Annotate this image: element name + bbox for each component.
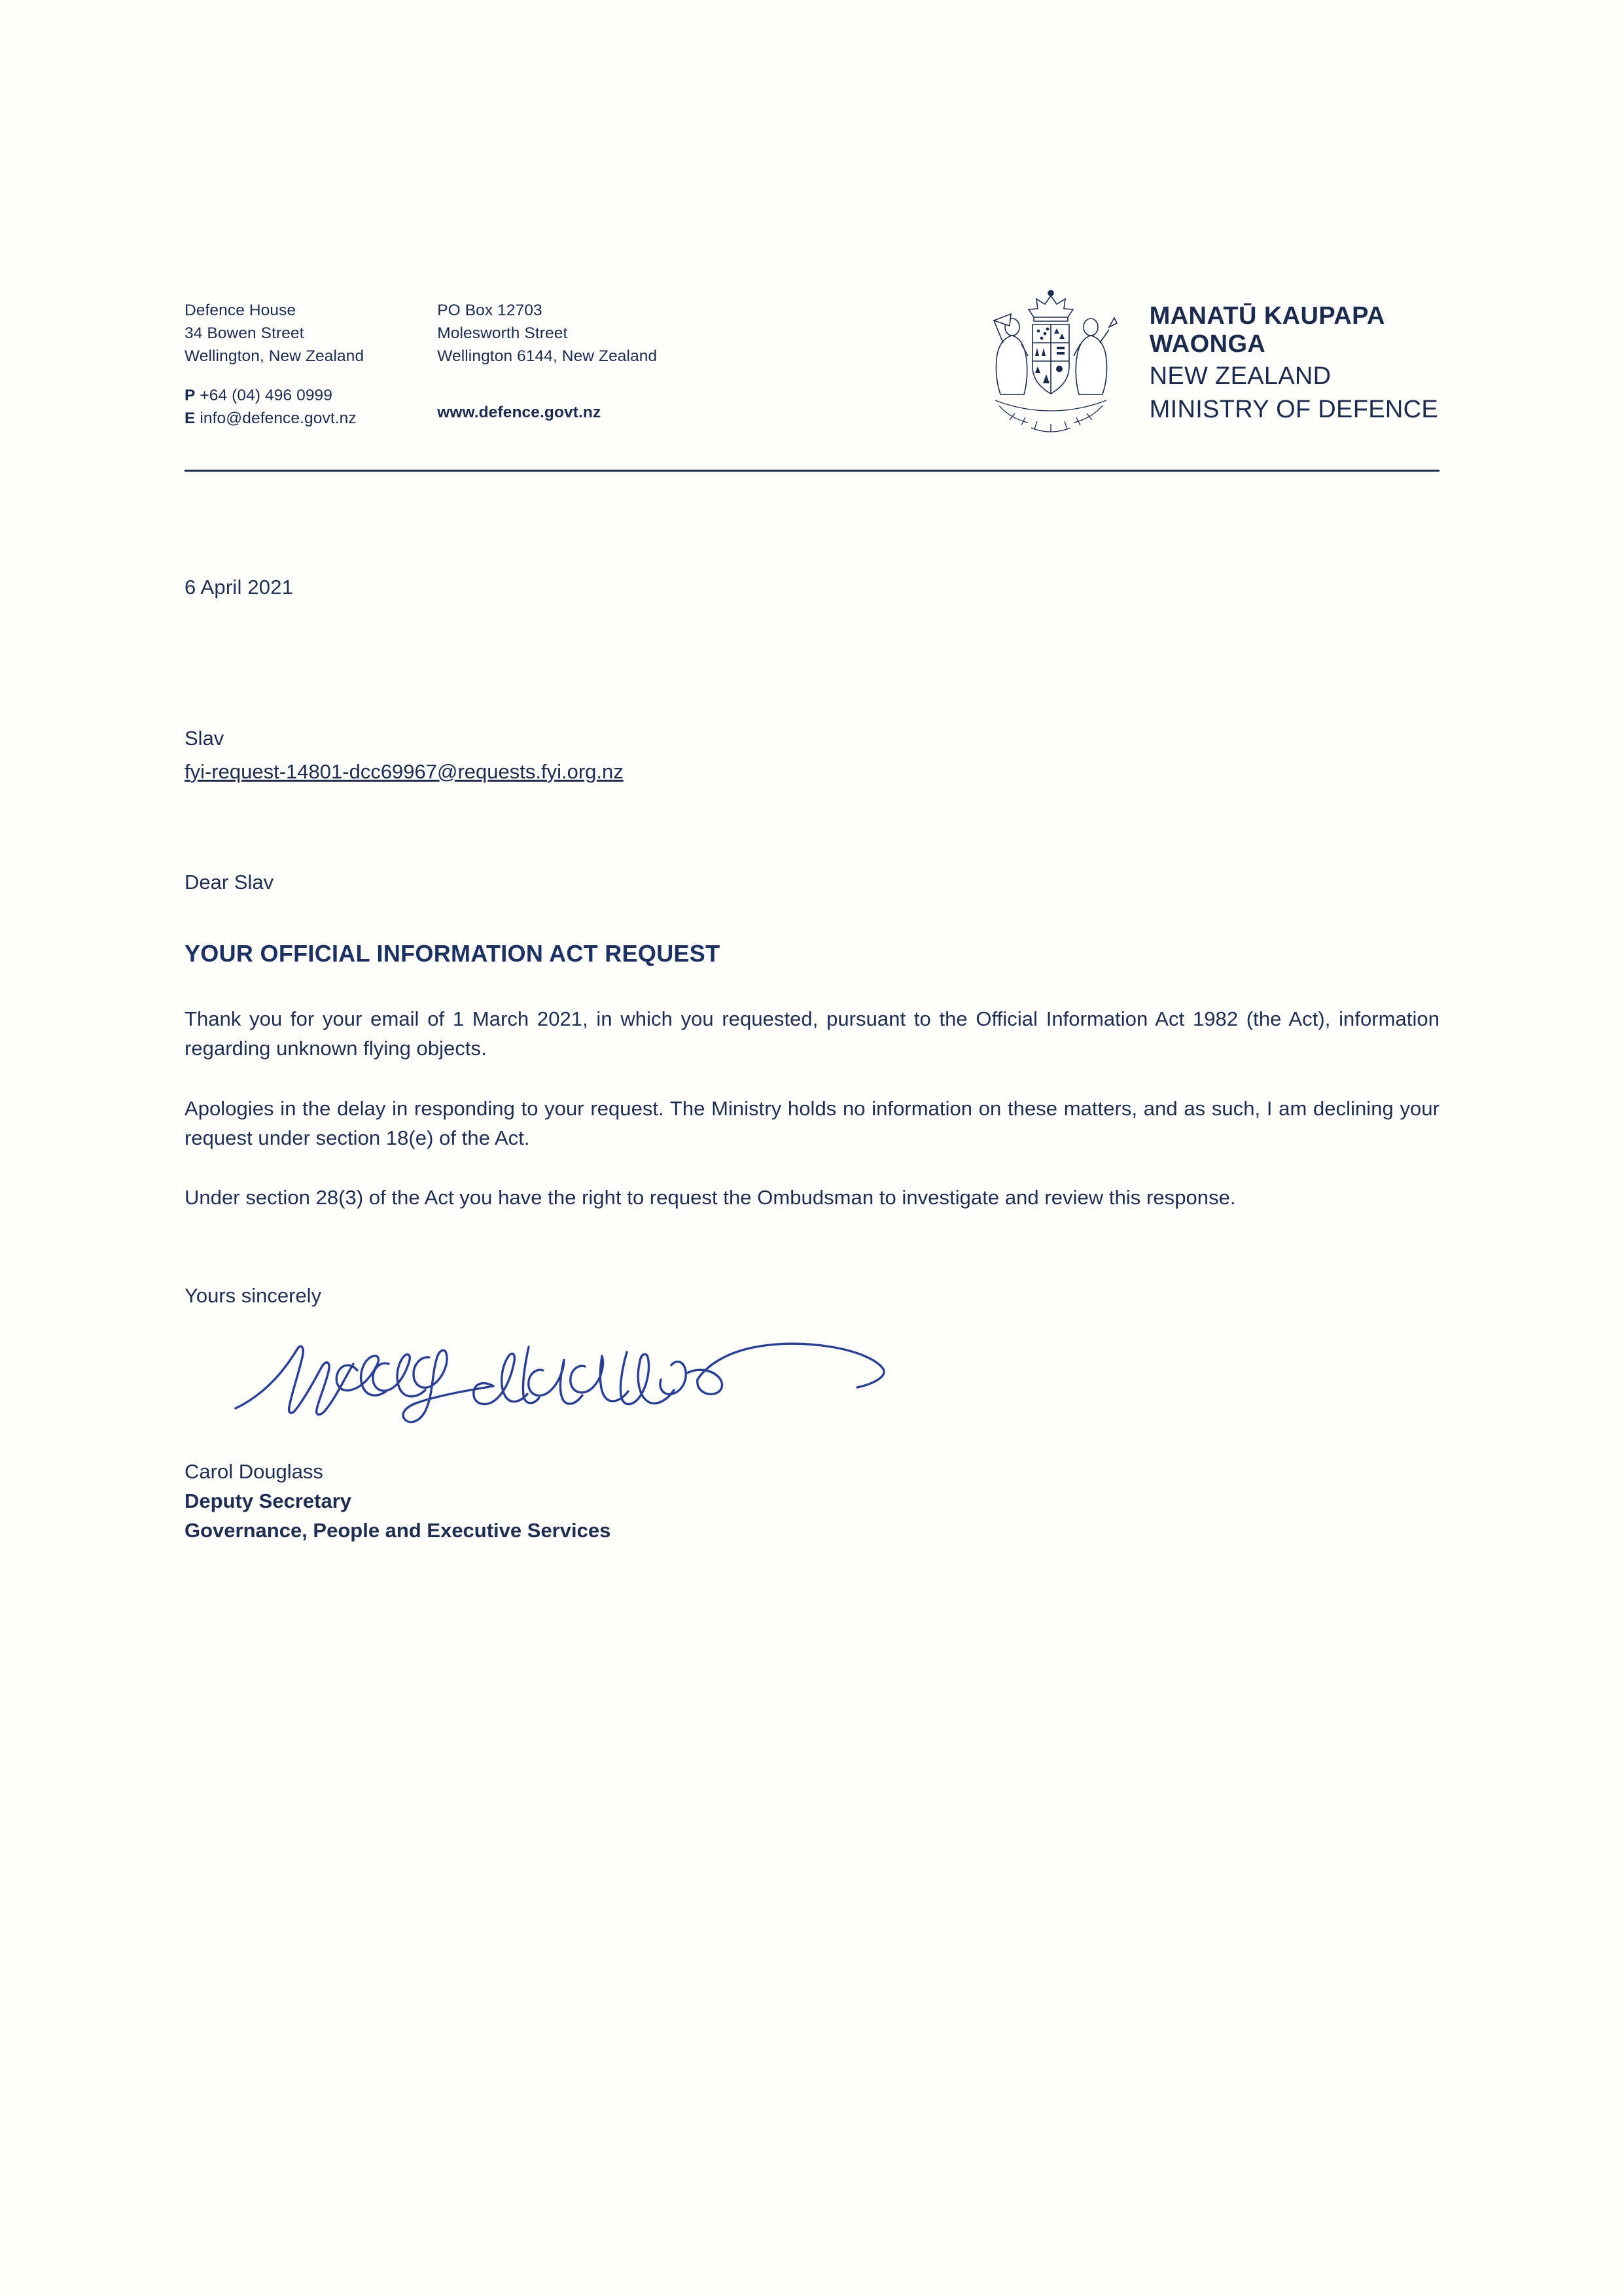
address-column-right (437, 300, 657, 430)
new-zealand-coat-of-arms-icon (969, 288, 1133, 440)
wordmark-english-line2: MINISTRY OF DEFENCE (1149, 395, 1438, 423)
paragraph-1: Thank you for your email of 1 March 2021, in which you requested, pursuant to the Official Information Act 1982 (the Act), information regarding unknown flying objects. (185, 1007, 1439, 1060)
email-value[interactable]: info@defence.govt.nz (200, 409, 357, 428)
handwritten-signature-icon (229, 1330, 890, 1441)
postal-spacer-2 (437, 385, 657, 402)
phone-value: +64 (04) 496 0999 (200, 387, 333, 405)
postal-spacer (437, 368, 657, 385)
postal-line-2: Molesworth Street (437, 324, 568, 342)
signature-block (185, 1457, 1439, 1546)
postal-line-3: Wellington 6144, New Zealand (437, 347, 658, 365)
address-line-2: 34 Bowen Street (185, 324, 304, 342)
wordmark-maori-line1: MANATŪ KAUPAPA (1149, 302, 1385, 330)
closing-line: Yours sincerely (185, 1284, 322, 1308)
salutation: Dear Slav (185, 871, 274, 894)
letter-body (185, 576, 1439, 1546)
phone-line (185, 385, 364, 408)
email-line (185, 408, 364, 430)
wordmark-maori-line2: WAONGA (1149, 330, 1266, 358)
email-key: E (185, 409, 196, 428)
recipient-name: Slav (185, 727, 224, 750)
letter-date: 6 April 2021 (185, 576, 294, 599)
signer-name: Carol Douglass (185, 1460, 323, 1484)
recipient-block (185, 723, 1439, 787)
ministry-wordmark (1150, 288, 1438, 424)
address-line-1: Defence House (185, 302, 296, 319)
letterhead (185, 288, 1439, 440)
brand-block (969, 288, 1439, 440)
paragraph-2: Apologies in the delay in responding to your request. The Ministry holds no information on these matters, and as such, I am declining your request under section 18(e) of the Act. (185, 1096, 1439, 1149)
wordmark-english-line1: NEW ZEALAND (1149, 362, 1332, 391)
address-line-3: Wellington, New Zealand (185, 347, 364, 365)
website-text: www.defence.govt.nz (437, 404, 601, 422)
paragraph-3: Under section 28(3) of the Act you have the right to request the Ombudsman to investigate and review this response. (185, 1186, 1236, 1209)
subject-heading: YOUR OFFICIAL INFORMATION ACT REQUEST (185, 940, 720, 967)
address-spacer (185, 368, 364, 385)
recipient-email[interactable]: fyi-request-14801-dcc69967@requests.fyi.org.nz (185, 759, 624, 783)
signer-unit: Governance, People and Executive Services (185, 1519, 611, 1542)
address-column-left (185, 300, 364, 430)
phone-key: P (185, 387, 196, 405)
header-divider (185, 470, 1439, 472)
address-block (185, 288, 657, 430)
website-link[interactable] (437, 402, 657, 425)
signer-title: Deputy Secretary (185, 1489, 352, 1513)
postal-line-1: PO Box 12703 (437, 302, 542, 319)
